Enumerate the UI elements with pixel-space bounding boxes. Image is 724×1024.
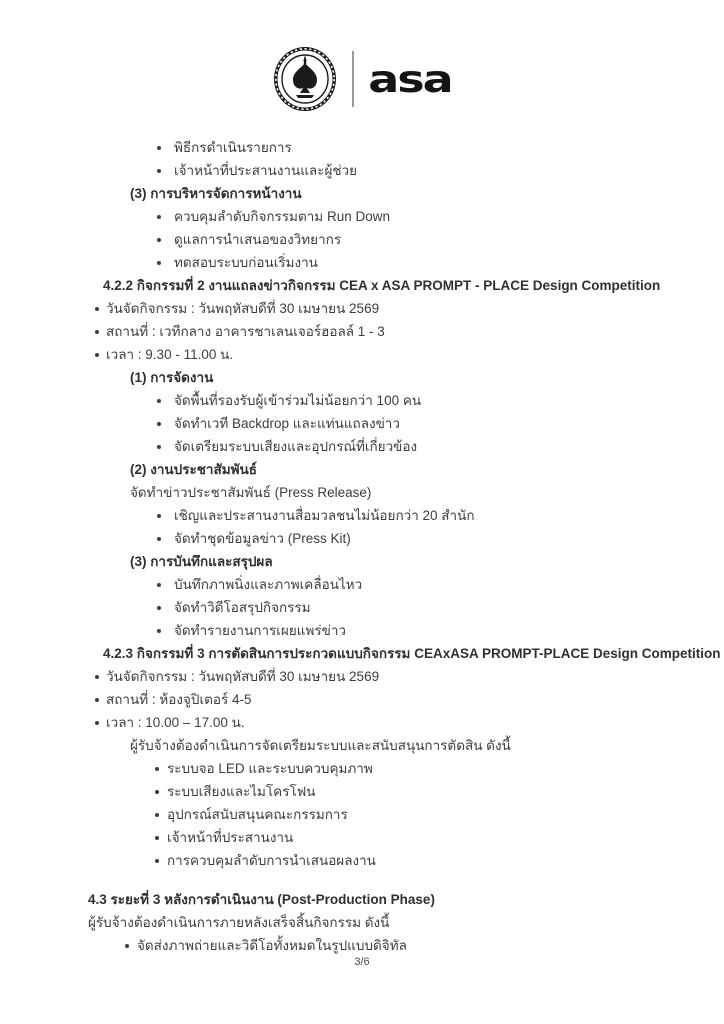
doc-line [88, 552, 654, 575]
bullet-icon [95, 307, 99, 311]
doc-line [88, 437, 654, 460]
bullet-icon [155, 790, 159, 794]
doc-line [88, 207, 654, 230]
bullet-icon [157, 146, 161, 150]
doc-line [88, 483, 654, 506]
doc-line [88, 913, 654, 936]
bullet-icon [157, 445, 161, 449]
doc-text: เวลา : 9.30 - 11.00 น. [106, 347, 234, 362]
doc-text: ทดสอบระบบก่อนเริ่มงาน [174, 255, 318, 270]
doc-text: จัดทำเวที Backdrop และแท่นแถลงข่าว [174, 416, 400, 431]
doc-text: วันจัดกิจกรรม : วันพฤหัสบดีที่ 30 เมษายน 2569 [106, 669, 380, 684]
asa-seal-icon [272, 45, 338, 113]
doc-text: วันจัดกิจกรรม : วันพฤหัสบดีที่ 30 เมษายน 2569 [106, 301, 380, 316]
bullet-icon [157, 537, 161, 541]
doc-line [88, 644, 721, 667]
doc-line [88, 391, 654, 414]
doc-text: (3) การบริหารจัดการหน้างาน [130, 186, 302, 201]
doc-line [88, 368, 654, 391]
doc-text: (1) การจัดงาน [130, 370, 214, 385]
logo-header [0, 44, 724, 114]
bullet-icon [157, 629, 161, 633]
doc-text: จัดทำชุดข้อมูลข่าว (Press Kit) [174, 531, 351, 546]
logo-divider [352, 51, 354, 107]
doc-line [88, 736, 654, 759]
bullet-icon [95, 675, 99, 679]
doc-text: ผู้รับจ้างต้องดำเนินการภายหลังเสร็จสิ้นกิจกรรม ดังนี้ [88, 915, 390, 930]
doc-line [88, 690, 654, 713]
doc-text: สถานที่ : ห้องจูปิเตอร์ 4-5 [106, 692, 252, 707]
doc-line [88, 161, 654, 184]
bullet-icon [157, 422, 161, 426]
bullet-icon [155, 836, 159, 840]
doc-text: (2) งานประชาสัมพันธ์ [130, 462, 257, 477]
doc-line [88, 184, 654, 207]
bullet-icon [95, 353, 99, 357]
doc-text: เวลา : 10.00 – 17.00 น. [106, 715, 245, 730]
doc-text: พิธีกรดำเนินรายการ [174, 140, 292, 155]
bullet-icon [155, 859, 159, 863]
doc-text: จัดส่งภาพถ่ายและวิดีโอทั้งหมดในรูปแบบดิจิทัล [137, 938, 407, 953]
doc-text: จัดทำข่าวประชาสัมพันธ์ (Press Release) [130, 485, 372, 500]
doc-line [88, 575, 654, 598]
doc-text: 4.2.2 กิจกรรมที่ 2 งานแถลงข่าวกิจกรรม CEA x ASA PROMPT - PLACE Design Competition [103, 278, 661, 293]
doc-line [88, 621, 654, 644]
doc-text: จัดเตรียมระบบเสียงและอุปกรณ์ที่เกี่ยวข้อง [174, 439, 418, 454]
bullet-icon [157, 399, 161, 403]
bullet-icon [155, 767, 159, 771]
asa-wordmark: asa [368, 56, 452, 102]
doc-line [88, 322, 654, 345]
bullet-icon [157, 169, 161, 173]
doc-text: สถานที่ : เวทีกลาง อาคารชาเลนเจอร์ฮอลล์ 1 - 3 [106, 324, 385, 339]
doc-text: การควบคุมลำดับการนำเสนอผลงาน [167, 853, 376, 868]
doc-line [88, 138, 654, 161]
bullet-icon [157, 215, 161, 219]
doc-text: เชิญและประสานงานสื่อมวลชนไม่น้อยกว่า 20 สำนัก [174, 508, 475, 523]
doc-text: จัดทำรายงานการเผยแพร่ข่าว [174, 623, 346, 638]
doc-text: เจ้าหน้าที่ประสานงาน [167, 830, 294, 845]
doc-text: ดูแลการนำเสนอของวิทยากร [174, 232, 342, 247]
doc-text: อุปกรณ์สนับสนุนคณะกรรมการ [167, 807, 348, 822]
doc-text: (3) การบันทึกและสรุปผล [130, 554, 273, 569]
bullet-icon [155, 813, 159, 817]
doc-text: ควบคุมลำดับกิจกรรมตาม Run Down [174, 209, 390, 224]
doc-line [88, 299, 654, 322]
line-spacer [88, 874, 654, 890]
doc-line [88, 828, 654, 851]
page-number: 3/6 [354, 956, 370, 968]
bullet-icon [157, 238, 161, 242]
doc-line [88, 230, 654, 253]
doc-line [88, 805, 654, 828]
doc-text: ผู้รับจ้างต้องดำเนินการจัดเตรียมระบบและสนับสนุนการตัดสิน ดังนี้ [130, 738, 511, 753]
doc-line [88, 713, 654, 736]
doc-text: 4.2.3 กิจกรรมที่ 3 การตัดสินการประกวดแบบกิจกรรม CEAxASA PROMPT-PLACE Design Competition [103, 646, 721, 661]
doc-line [88, 759, 654, 782]
doc-line [88, 598, 654, 621]
doc-text: บันทึกภาพนิ่งและภาพเคลื่อนไหว [174, 577, 363, 592]
bullet-icon [157, 583, 161, 587]
doc-line [88, 414, 654, 437]
doc-line [88, 851, 654, 874]
bullet-icon [157, 261, 161, 265]
bullet-icon [95, 721, 99, 725]
doc-line [88, 276, 661, 299]
doc-text: จัดทำวิดีโอสรุปกิจกรรม [174, 600, 311, 615]
doc-line [88, 529, 654, 552]
bullet-icon [157, 514, 161, 518]
bullet-icon [95, 330, 99, 334]
bullet-icon [157, 606, 161, 610]
doc-text: ระบบจอ LED และระบบควบคุมภาพ [167, 761, 373, 776]
doc-text: จัดพื้นที่รองรับผู้เข้าร่วมไม่น้อยกว่า 100 คน [174, 393, 422, 408]
bullet-icon [125, 944, 129, 948]
document-content [88, 138, 721, 959]
doc-line [88, 782, 654, 805]
doc-text: ระบบเสียงและไมโครโฟน [167, 784, 316, 799]
doc-text: 4.3 ระยะที่ 3 หลังการดำเนินงาน (Post-Production Phase) [88, 892, 435, 907]
doc-line [88, 253, 654, 276]
doc-text: เจ้าหน้าที่ประสานงานและผู้ช่วย [174, 163, 358, 178]
doc-line [88, 506, 654, 529]
doc-line [88, 345, 654, 368]
doc-line [88, 890, 654, 913]
bullet-icon [95, 698, 99, 702]
doc-line [88, 460, 654, 483]
doc-line [88, 667, 654, 690]
